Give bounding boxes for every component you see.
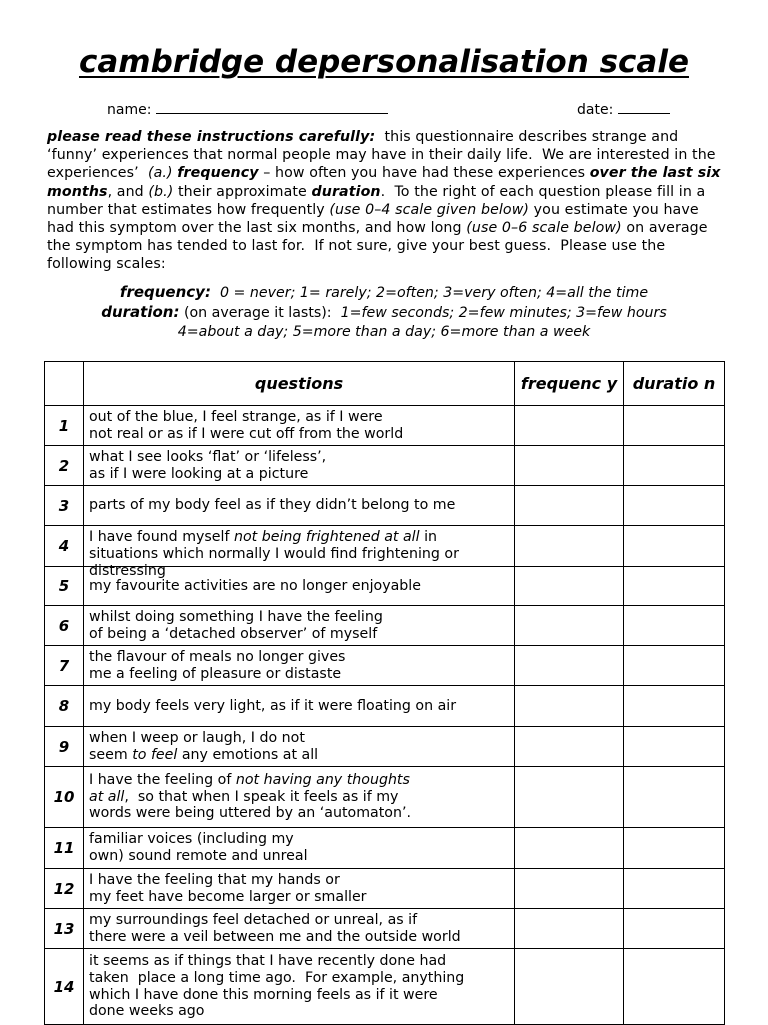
frequency-scale-label: frequency: [119,283,211,301]
frequency-column-header: frequenc y [515,362,624,406]
questions-column-header: questions [84,362,515,406]
table-header-row [45,362,725,406]
frequency-answer-cell[interactable] [515,646,624,686]
duration-answer-cell[interactable] [624,909,725,949]
question-text: out of the blue, I feel strange, as if I were not real or as if I were cut off from the world [84,406,515,446]
table-row [45,909,725,949]
frequency-answer-cell[interactable] [515,486,624,526]
table-row [45,767,725,828]
title-text: cambridge depersonalisation scale [79,44,689,80]
frequency-answer-cell[interactable] [515,406,624,446]
duration-answer-cell[interactable] [624,567,725,606]
question-number: 9 [45,727,84,767]
question-text: it seems as if things that I have recently done had taken place a long time ago. For example, anything which I have done this morning feels as if it were done weeks ago [84,949,515,1025]
question-text: I have the feeling that my hands or my feet have become larger or smaller [84,869,515,909]
name-label: name: [107,102,152,118]
question-text: my favourite activities are no longer enjoyable [84,567,515,606]
frequency-answer-cell[interactable] [515,949,624,1025]
scales-legend [40,283,728,342]
question-text: my body feels very light, as if it were floating on air [84,686,515,727]
question-number: 14 [45,949,84,1025]
duration-answer-cell[interactable] [624,486,725,526]
table-row [45,949,725,1025]
question-number: 1 [45,406,84,446]
frequency-answer-cell[interactable] [515,909,624,949]
duration-column-header: duratio n [624,362,725,406]
table-row [45,727,725,767]
question-text: what I see looks ‘flat’ or ‘lifeless’, as if I were looking at a picture [84,446,515,486]
question-number: 4 [45,526,84,567]
duration-scale-paren: (on average it lasts): [183,305,332,321]
frequency-answer-cell[interactable] [515,526,624,567]
table-row [45,646,725,686]
question-number: 6 [45,606,84,646]
question-number: 13 [45,909,84,949]
page-title [0,44,768,80]
frequency-answer-cell[interactable] [515,446,624,486]
table-row [45,606,725,646]
question-number: 7 [45,646,84,686]
date-line[interactable] [618,99,670,114]
table-row [45,828,725,869]
table-row [45,869,725,909]
duration-scale-text-2: 4=about a day; 5=more than a day; 6=more than a week [177,324,591,340]
question-number: 12 [45,869,84,909]
frequency-scale-text: 0 = never; 1= rarely; 2=often; 3=very often; 4=all the time [220,285,649,301]
question-text: whilst doing something I have the feeling of being a ‘detached observer’ of myself [84,606,515,646]
table-row [45,446,725,486]
duration-scale-text-1: 1=few seconds; 2=few minutes; 3=few hours [340,305,667,321]
duration-answer-cell[interactable] [624,686,725,727]
question-text: I have found myself not being frightened at all in situations which normally I would find frightening or distressing [84,526,515,567]
question-number: 3 [45,486,84,526]
questions-table [44,361,725,1025]
question-text: parts of my body feel as if they didn’t belong to me [84,486,515,526]
number-column-header [45,362,84,406]
name-field [107,99,388,118]
question-text: the flavour of meals no longer gives me a feeling of pleasure or distaste [84,646,515,686]
table-row [45,406,725,446]
table-row [45,526,725,567]
question-number: 11 [45,828,84,869]
question-text: I have the feeling of not having any thoughts at all, so that when I speak it feels as if my words were being uttered by an ‘automaton’. [84,767,515,828]
duration-scale [40,303,728,323]
frequency-answer-cell[interactable] [515,686,624,727]
frequency-answer-cell[interactable] [515,828,624,869]
name-line[interactable] [156,99,388,114]
duration-answer-cell[interactable] [624,646,725,686]
table-row [45,486,725,526]
question-text: when I weep or laugh, I do not seem to feel any emotions at all [84,727,515,767]
duration-answer-cell[interactable] [624,446,725,486]
duration-answer-cell[interactable] [624,828,725,869]
question-number: 5 [45,567,84,606]
frequency-answer-cell[interactable] [515,767,624,828]
date-label: date: [577,102,614,118]
instructions-paragraph: please read these instructions carefully: this questionnaire describes strange and ‘funny’ experiences that normal people may have in their daily life. We are interested in the experiences’ (a.) frequency – how often you have had these experiences over the last six months, and (b.) their approximate duration. To the right of each question please fill in a number that estimates how frequently (use 0–4 scale given below) you estimate you have had this symptom over the last six months, and how long (use 0–6 scale below) on average the symptom has tended to last for. If not sure, give your best guess. Please use the following scales: [47,129,721,273]
date-field [577,99,670,118]
duration-answer-cell[interactable] [624,767,725,828]
frequency-scale [40,283,728,303]
duration-answer-cell[interactable] [624,949,725,1025]
frequency-answer-cell[interactable] [515,567,624,606]
question-number: 8 [45,686,84,727]
question-text: familiar voices (including my own) sound remote and unreal [84,828,515,869]
duration-answer-cell[interactable] [624,526,725,567]
duration-answer-cell[interactable] [624,606,725,646]
duration-answer-cell[interactable] [624,869,725,909]
frequency-answer-cell[interactable] [515,727,624,767]
duration-scale-label: duration: [101,303,180,321]
frequency-answer-cell[interactable] [515,606,624,646]
duration-answer-cell[interactable] [624,727,725,767]
question-number: 2 [45,446,84,486]
frequency-answer-cell[interactable] [515,869,624,909]
duration-scale-line-2 [40,323,728,342]
question-number: 10 [45,767,84,828]
table-row [45,686,725,727]
question-text: my surroundings feel detached or unreal, as if there were a veil between me and the outside world [84,909,515,949]
duration-answer-cell[interactable] [624,406,725,446]
